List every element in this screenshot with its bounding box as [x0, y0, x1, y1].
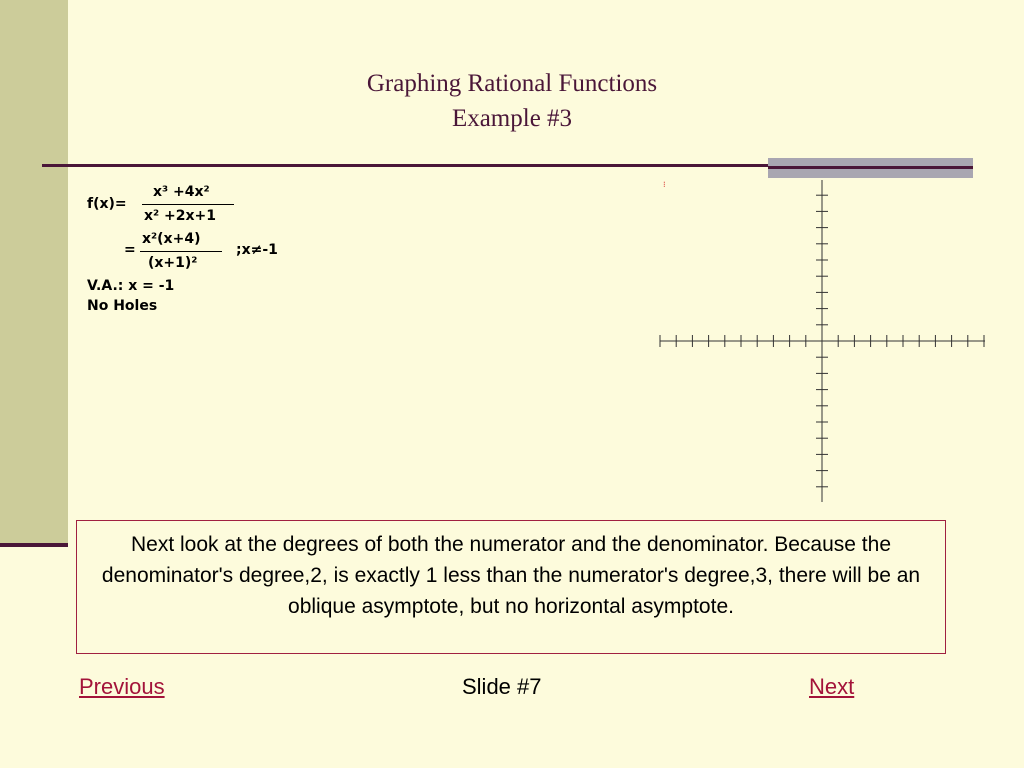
next-link[interactable]: Next [809, 674, 855, 699]
title-line-1: Graphing Rational Functions [366, 70, 658, 97]
previous-link[interactable]: Previous [79, 674, 165, 699]
title-line-2: Example #3 [451, 105, 573, 132]
numerator-2: x²(x+4) [142, 231, 201, 247]
denominator-1: x² +2x+1 [144, 208, 217, 224]
holes-statement: No Holes [87, 298, 158, 314]
numerator-1: x³ +4x² [153, 184, 210, 200]
vertical-asymptote: V.A.: x = -1 [87, 278, 175, 294]
slide-number: Slide #7 [462, 674, 542, 699]
equals-sign: = [124, 242, 136, 258]
domain-restriction: ;x≠-1 [236, 242, 278, 258]
denominator-2: (x+1)² [148, 255, 198, 271]
function-label: f(x)= [87, 196, 127, 212]
explanation-textbox: Next look at the degrees of both the numerator and the denominator. Because the denominator's degree,2, is exactly 1 less than the numerator's degree,3, there will be an oblique asymptote, but no horizontal asymptote. [76, 520, 946, 654]
red-marker: ⁝ [663, 180, 666, 189]
